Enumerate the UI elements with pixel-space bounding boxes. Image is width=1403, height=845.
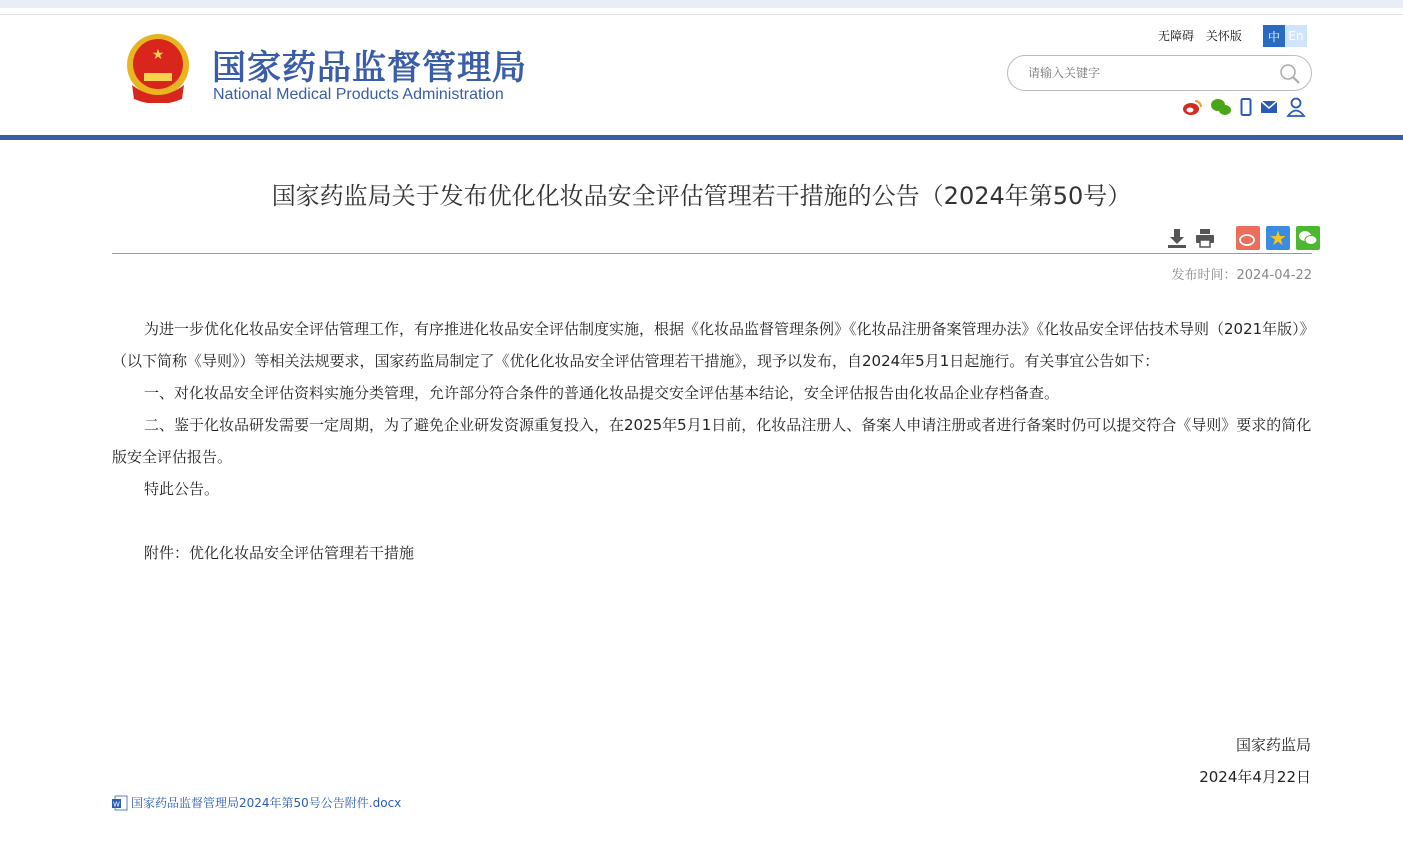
title-divider <box>112 253 1312 254</box>
attachment-filename[interactable]: 国家药品监督管理局2024年第50号公告附件.docx <box>131 796 402 810</box>
article-body <box>112 313 1312 569</box>
wechat-icon[interactable] <box>1210 98 1232 116</box>
word-doc-icon <box>112 795 128 811</box>
elder-mode-link[interactable]: 关怀版 <box>1205 29 1242 43</box>
svg-text:★: ★ <box>151 47 165 63</box>
mail-icon[interactable] <box>1260 100 1278 114</box>
weibo-icon[interactable] <box>1182 98 1202 116</box>
share-qzone-icon[interactable]: ★ <box>1266 226 1290 250</box>
publish-date: 发布时间：2024-04-22 <box>1171 268 1312 283</box>
article-title: 国家药监局关于发布优化化妆品安全评估管理若干措施的公告（2024年第50号） <box>271 182 1132 210</box>
national-emblem-icon <box>124 33 192 103</box>
attachment-link[interactable] <box>112 794 401 811</box>
lang-en-button[interactable]: En <box>1285 25 1307 47</box>
paragraph: 一、对化妆品安全评估资料实施分类管理，允许部分符合条件的普通化妆品提交安全评估基本结论，安全评估报告由化妆品企业存档备查。 <box>144 384 1060 402</box>
top-divider <box>0 14 1403 15</box>
attachment-note: 附件：优化化妆品安全评估管理若干措施 <box>144 544 415 562</box>
print-icon[interactable] <box>1194 227 1216 249</box>
paragraph: 为进一步优化化妆品安全评估管理工作，有序推进化妆品安全评估制度实施，根据《化妆品监督管理条例》《化妆品注册备案管理办法》《化妆品安全评估技术导则（2021年版）》（以下简称《导则》）等相关法规要求，国家药监局制定了《优化化妆品安全评估管理若干措施》，现予以发布，自2024年5月1日起施行。有关事宜公告如下： <box>112 320 1308 370</box>
sign-date: 2024年4月22日 <box>1199 768 1311 786</box>
mobile-icon[interactable] <box>1240 98 1252 116</box>
signer: 国家药监局 <box>1235 736 1311 754</box>
download-icon[interactable] <box>1166 227 1188 249</box>
share-weibo-icon[interactable] <box>1236 226 1260 250</box>
svg-text:W: W <box>113 800 120 808</box>
top-bar <box>0 0 1403 8</box>
lang-zh-button[interactable]: 中 <box>1263 25 1285 47</box>
search-input[interactable] <box>1028 66 1268 80</box>
header-divider <box>0 135 1403 140</box>
share-wechat-icon[interactable] <box>1296 226 1320 250</box>
accessibility-link[interactable]: 无障碍 <box>1158 29 1195 43</box>
site-logo-subtitle[interactable]: National Medical Products Administration <box>213 86 504 103</box>
search-icon[interactable] <box>1279 63 1301 85</box>
search-box <box>1007 55 1312 91</box>
user-icon[interactable] <box>1286 97 1306 117</box>
paragraph: 二、鉴于化妆品研发需要一定周期，为了避免企业研发资源重复投入，在2025年5月1日前，化妆品注册人、备案人申请注册或者进行备案时仍可以提交符合《导则》要求的简化版安全评估报告。 <box>112 416 1312 466</box>
site-logo-title[interactable]: 国家药品监督管理局 <box>212 48 527 88</box>
paragraph: 特此公告。 <box>144 480 220 498</box>
